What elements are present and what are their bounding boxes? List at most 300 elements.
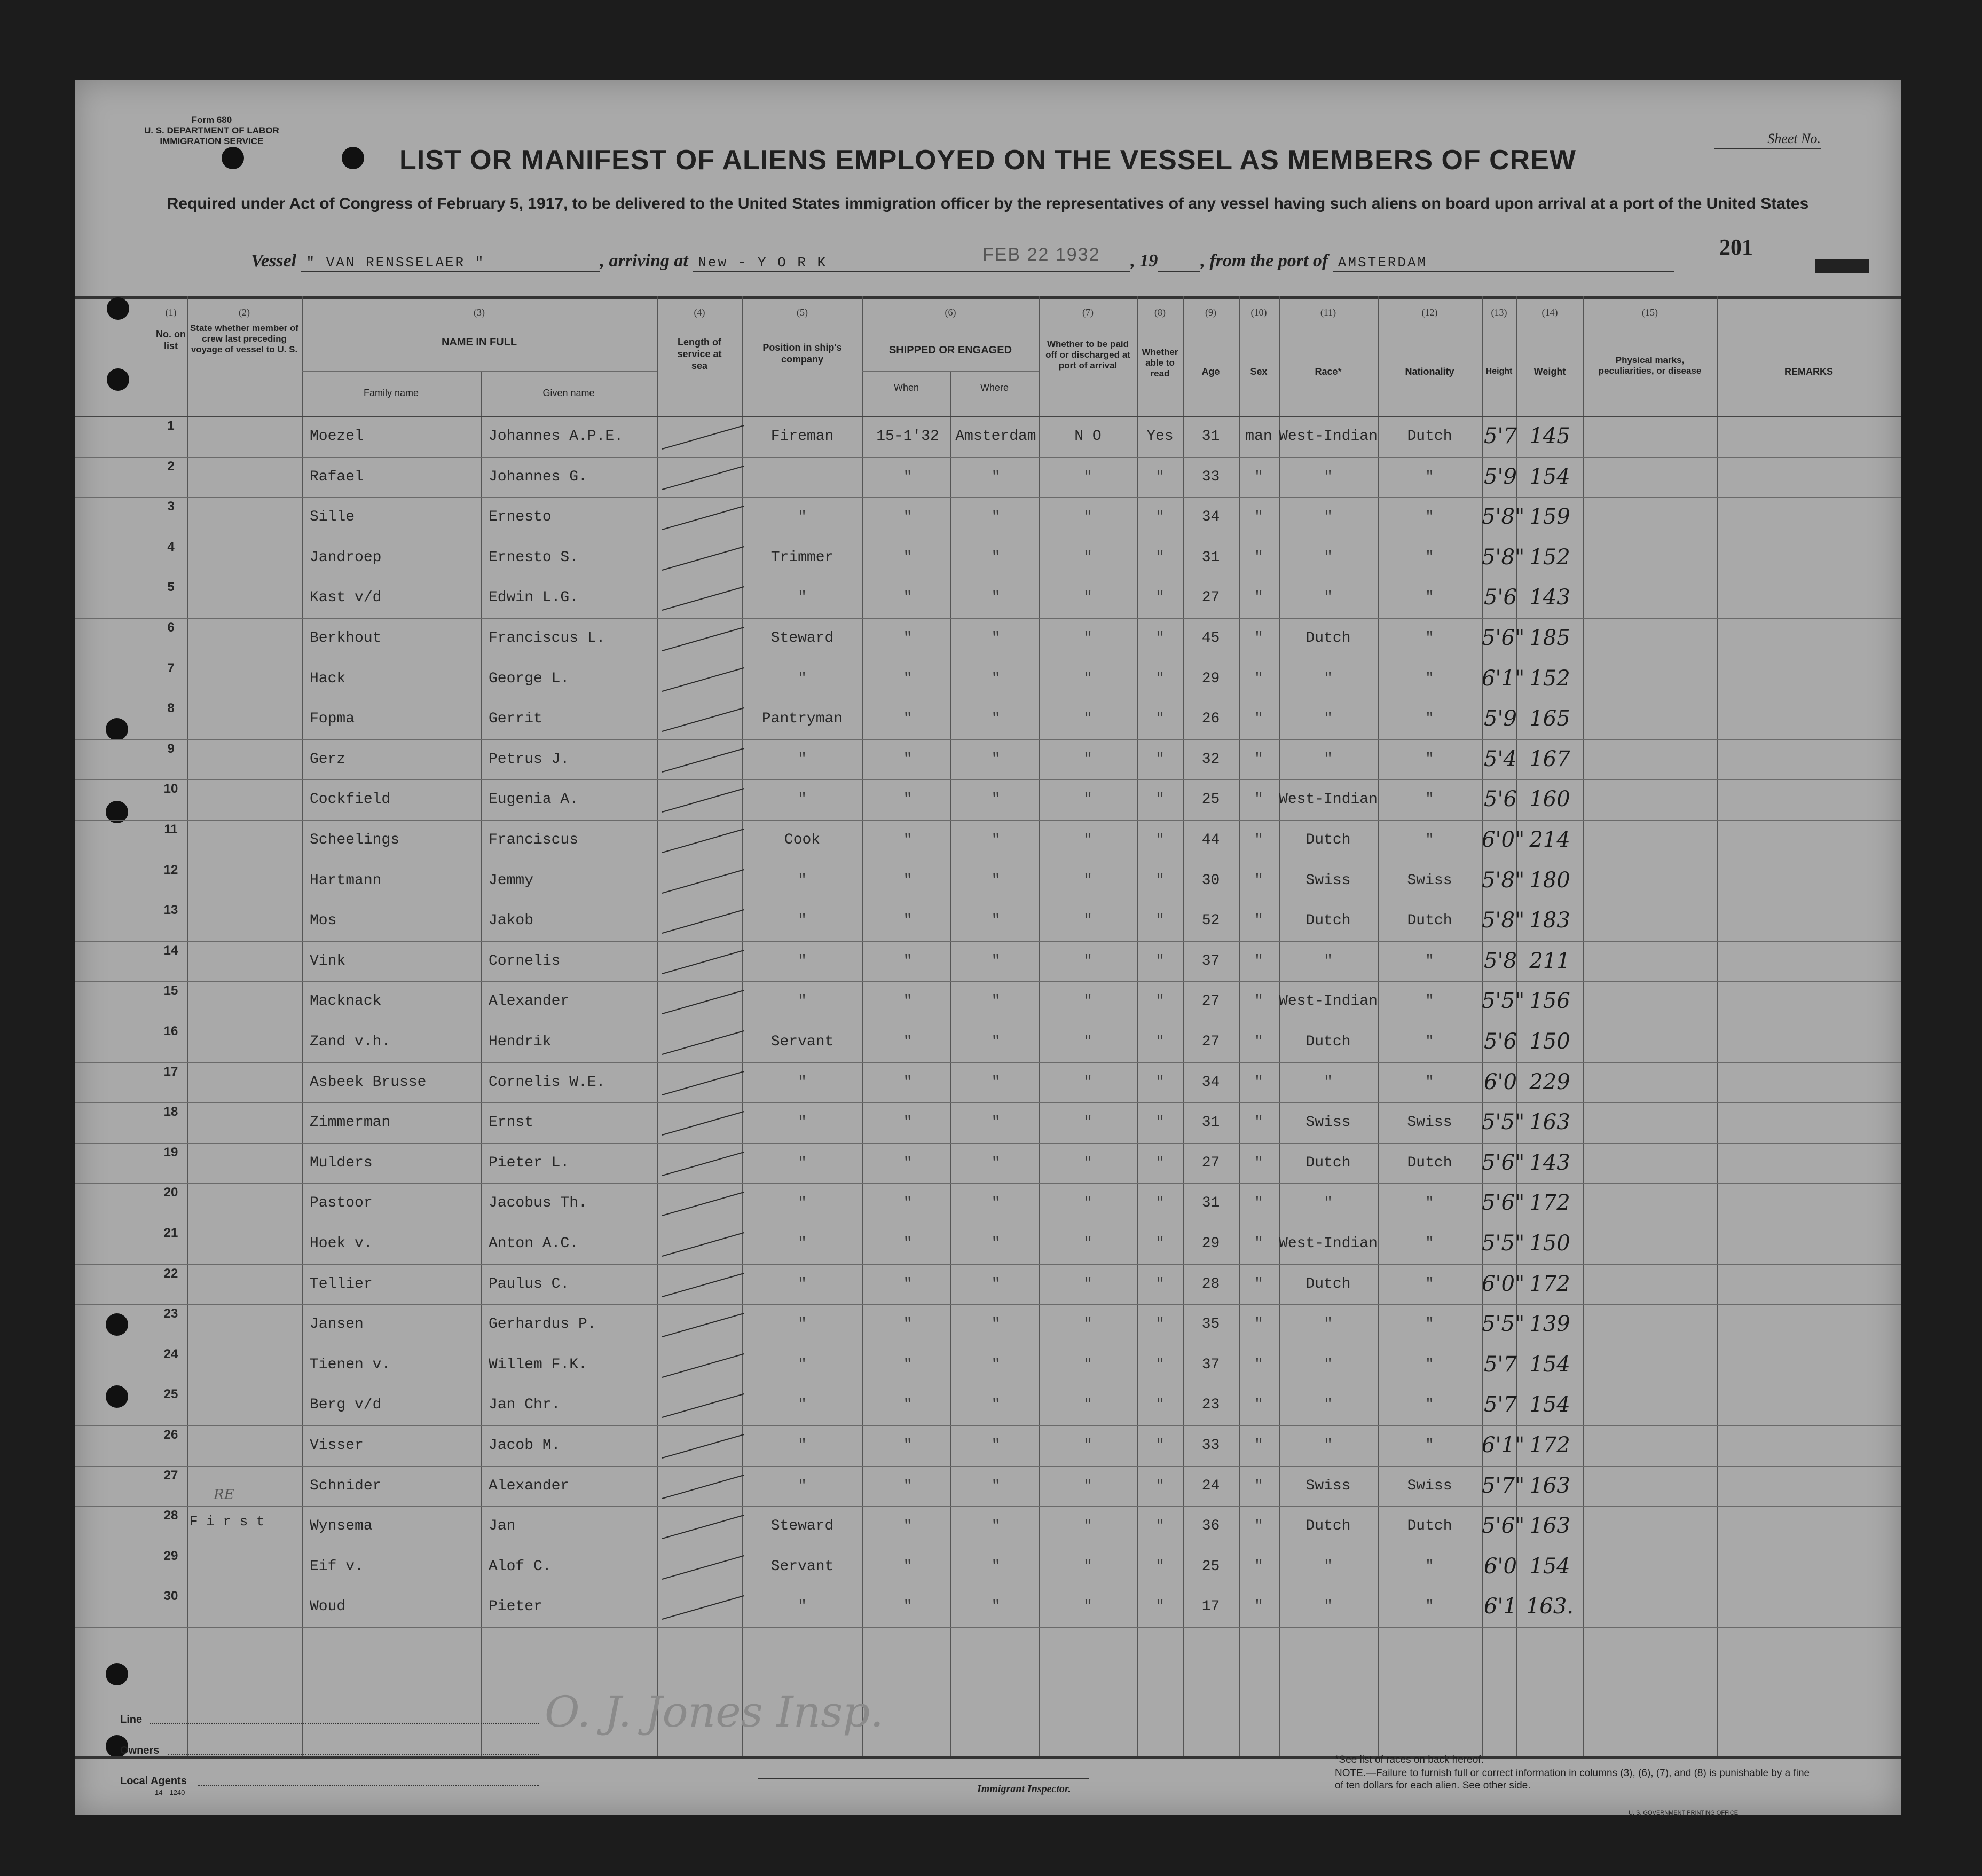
crew-no-cell: 4: [167, 539, 175, 554]
crew-family-cell: Tienen v.: [310, 1356, 391, 1373]
crew-position-cell: ": [798, 1397, 807, 1414]
crew-where-cell: ": [991, 872, 1001, 889]
crew-given-cell: Paulus C.: [489, 1275, 570, 1292]
crew-nationality-cell: ": [1425, 711, 1434, 728]
service-tick-mark: [662, 586, 744, 611]
service-tick-mark: [662, 1192, 744, 1216]
crew-where-cell: ": [991, 1558, 1001, 1575]
crew-weight-cell: 154: [1529, 1352, 1570, 1377]
crew-position-cell: ": [798, 1114, 807, 1131]
crew-family-cell: Kast v/d: [310, 589, 382, 606]
sheet-number: 201: [1719, 235, 1753, 260]
crew-where-cell: ": [991, 589, 1001, 606]
crew-age-cell: 45: [1201, 630, 1220, 647]
crew-no-cell: 3: [167, 499, 175, 514]
crew-read-cell: ": [1155, 872, 1165, 889]
crew-given-cell: Alexander: [489, 993, 570, 1010]
crew-family-cell: Zimmerman: [310, 1114, 391, 1131]
service-tick-mark: [662, 909, 744, 934]
crew-given-cell: Ernesto: [489, 509, 552, 526]
crew-given-cell: Eugenia A.: [489, 791, 579, 808]
crew-when-cell: ": [903, 1195, 913, 1212]
crew-race-cell: ": [1324, 1074, 1333, 1091]
service-tick-mark: [662, 1273, 744, 1297]
crew-paid-cell: ": [1083, 952, 1092, 969]
crew-age-cell: 25: [1201, 1558, 1220, 1575]
crew-nationality-cell: ": [1425, 1598, 1434, 1615]
crew-where-cell: ": [991, 832, 1001, 848]
crew-paid-cell: N O: [1074, 428, 1102, 445]
service-tick-mark: [662, 748, 744, 773]
crew-where-cell: ": [991, 509, 1001, 526]
col2-header: State whether member of crew last preceding voyage of vessel to U. S.: [190, 323, 299, 354]
crew-when-cell: ": [903, 468, 913, 485]
crew-family-cell: Cockfield: [310, 791, 391, 808]
crew-race-cell: ": [1324, 1437, 1333, 1454]
crew-position-cell: Servant: [770, 1034, 834, 1050]
agents-form-code: 14—1240: [155, 1788, 185, 1796]
crew-where-cell: ": [991, 1598, 1001, 1615]
crew-when-cell: ": [903, 670, 913, 687]
crew-given-cell: Gerrit: [489, 711, 542, 728]
crew-where-cell: ": [991, 1477, 1001, 1494]
crew-when-cell: ": [903, 952, 913, 969]
crew-given-cell: Johannes G.: [489, 468, 587, 485]
crew-height-cell: 5'6: [1484, 585, 1517, 610]
punch-hole: [106, 1663, 128, 1685]
service-tick-mark: [662, 990, 744, 1014]
nationality-header: Nationality: [1405, 366, 1454, 377]
service-tick-mark: [662, 1071, 744, 1095]
crew-weight-cell: 163: [1529, 1110, 1570, 1135]
crew-no-cell: 24: [163, 1346, 178, 1361]
crew-sex-cell: ": [1254, 1235, 1263, 1252]
crew-when-cell: ": [903, 912, 913, 929]
crew-given-cell: Franciscus L.: [489, 630, 605, 647]
crew-race-cell: ": [1324, 509, 1333, 526]
service-tick-mark: [662, 950, 744, 974]
crew-age-cell: 31: [1201, 549, 1220, 566]
crew-nationality-cell: ": [1425, 670, 1434, 687]
crew-when-cell: ": [903, 1518, 913, 1535]
crew-height-cell: 5'5": [1482, 1231, 1525, 1256]
col8-number: (8): [1154, 307, 1166, 318]
crew-family-cell: Macknack: [310, 993, 382, 1010]
crew-position-cell: Pantryman: [761, 711, 843, 728]
crew-age-cell: 33: [1201, 468, 1220, 485]
date-stamp: FEB 22 1932: [982, 245, 1100, 265]
crew-race-cell: Swiss: [1305, 872, 1351, 889]
crew-age-cell: 37: [1201, 1356, 1220, 1373]
voyage-line: [251, 251, 1674, 272]
crew-when-cell: ": [903, 1356, 913, 1373]
crew-when-cell: ": [903, 711, 913, 728]
crew-family-cell: Wynsema: [310, 1518, 373, 1535]
crew-where-cell: ": [991, 1154, 1001, 1171]
service-tick-mark: [662, 1152, 744, 1176]
crew-where-cell: ": [991, 791, 1001, 808]
crew-height-cell: 5'4: [1484, 746, 1517, 771]
weight-header: Weight: [1533, 366, 1566, 377]
crew-weight-cell: 167: [1529, 746, 1570, 771]
crew-paid-cell: ": [1083, 1074, 1092, 1091]
crew-sex-cell: ": [1254, 549, 1263, 566]
crew-sex-cell: ": [1254, 952, 1263, 969]
crew-height-cell: 5'9: [1484, 464, 1517, 489]
given-name-header: Given name: [542, 388, 595, 398]
service-tick-mark: [662, 1475, 744, 1499]
col1-number: (1): [165, 307, 177, 318]
col9-number: (9): [1205, 307, 1216, 318]
crew-position-cell: ": [798, 1477, 807, 1494]
crew-sex-cell: ": [1254, 832, 1263, 848]
service-tick-mark: [662, 546, 744, 571]
crew-weight-cell: 185: [1529, 626, 1570, 650]
crew-table: [75, 296, 1901, 1756]
crew-no-cell: 12: [163, 862, 178, 877]
crew-when-cell: ": [903, 1437, 913, 1454]
crew-age-cell: 34: [1201, 509, 1220, 526]
crew-given-cell: Jan: [489, 1518, 516, 1535]
crew-nationality-cell: ": [1425, 1356, 1434, 1373]
crew-sex-cell: ": [1254, 1316, 1263, 1333]
crew-family-cell: Jandroep: [310, 549, 382, 566]
crew-given-cell: Ernst: [489, 1114, 534, 1131]
name-in-full-header: NAME IN FULL: [441, 336, 517, 348]
race-header: Race*: [1315, 366, 1342, 377]
crew-weight-cell: 180: [1529, 868, 1570, 893]
crew-weight-cell: 214: [1529, 827, 1570, 852]
local-agents-label: Local Agents: [120, 1775, 187, 1787]
crew-sex-cell: ": [1254, 993, 1263, 1010]
crew-weight-cell: 143: [1529, 1150, 1570, 1175]
crew-where-cell: ": [991, 1275, 1001, 1292]
crew-race-cell: ": [1324, 1397, 1333, 1414]
crew-height-cell: 6'1": [1482, 1433, 1525, 1457]
crew-age-cell: 33: [1201, 1437, 1220, 1454]
punch-hole: [106, 1385, 128, 1408]
crew-no-cell: 10: [163, 782, 178, 797]
crew-height-cell: 5'9: [1484, 706, 1517, 731]
crew-family-cell: Hack: [310, 670, 346, 687]
inspector-label: Immigrant Inspector.: [977, 1783, 1071, 1795]
crew-where-cell: ": [991, 1074, 1001, 1091]
crew-weight-cell: 159: [1529, 505, 1570, 530]
crew-given-cell: Pieter: [489, 1598, 542, 1615]
crew-age-cell: 31: [1201, 1114, 1220, 1131]
crew-when-cell: ": [903, 1074, 913, 1091]
crew-age-cell: 17: [1201, 1598, 1220, 1615]
crew-where-cell: ": [991, 630, 1001, 647]
crew-position-cell: ": [798, 912, 807, 929]
crew-read-cell: ": [1155, 751, 1165, 768]
crew-no-cell: 13: [163, 903, 178, 918]
crew-given-cell: Jakob: [489, 912, 534, 929]
crew-paid-cell: ": [1083, 1154, 1092, 1171]
crew-no-cell: 26: [163, 1428, 178, 1442]
service-tick-mark: [662, 627, 744, 651]
crew-race-cell: Dutch: [1305, 630, 1351, 647]
crew-age-cell: 31: [1201, 1195, 1220, 1212]
sex-header: Sex: [1250, 366, 1268, 377]
length-of-service-header: Length of service at sea: [677, 337, 722, 371]
crew-read-cell: ": [1155, 1598, 1165, 1615]
service-tick-mark: [662, 869, 744, 894]
crew-weight-cell: 152: [1529, 545, 1570, 570]
crew-nationality-cell: ": [1425, 1235, 1434, 1252]
crew-race-cell: Dutch: [1305, 1275, 1351, 1292]
crew-height-cell: 5'7": [1482, 1473, 1525, 1498]
crew-race-cell: Dutch: [1305, 1518, 1351, 1535]
crew-when-cell: ": [903, 1598, 913, 1615]
crew-weight-cell: 163: [1529, 1514, 1570, 1539]
crew-read-cell: ": [1155, 670, 1165, 687]
col3-number: (3): [474, 307, 485, 318]
crew-sex-cell: ": [1254, 589, 1263, 606]
crew-sex-cell: ": [1254, 1154, 1263, 1171]
crew-position-cell: Cook: [784, 832, 821, 848]
service-tick-mark: [662, 1555, 744, 1580]
crew-where-cell: ": [991, 1518, 1001, 1535]
crew-sex-cell: ": [1254, 509, 1263, 526]
crew-height-cell: 5'5": [1482, 1110, 1525, 1135]
crew-paid-cell: ": [1083, 1518, 1092, 1535]
crew-paid-cell: ": [1083, 1356, 1092, 1373]
crew-family-cell: Woud: [310, 1598, 346, 1615]
crew-where-cell: ": [991, 1437, 1001, 1454]
sheet-no-label: Sheet No.: [1767, 131, 1821, 146]
crew-age-cell: 27: [1201, 1154, 1220, 1171]
page-title: LIST OR MANIFEST OF ALIENS EMPLOYED ON THE VESSEL AS MEMBERS OF CREW: [399, 145, 1576, 176]
crew-sex-cell: ": [1254, 1598, 1263, 1615]
crew-paid-cell: ": [1083, 1477, 1092, 1494]
crew-age-cell: 37: [1201, 952, 1220, 969]
crew-nationality-cell: ": [1425, 1316, 1434, 1333]
departure-port: AMSTERDAM: [1333, 255, 1674, 272]
crew-sex-cell: ": [1254, 872, 1263, 889]
crew-no-cell: 14: [163, 943, 178, 958]
crew-when-cell: ": [903, 1154, 913, 1171]
first-voyage-note: F i r s t: [190, 1514, 265, 1530]
crew-nationality-cell: ": [1425, 1437, 1434, 1454]
crew-nationality-cell: ": [1425, 589, 1434, 606]
crew-race-cell: ": [1324, 549, 1333, 566]
crew-given-cell: Franciscus: [489, 832, 579, 848]
crew-paid-cell: ": [1083, 912, 1092, 929]
crew-nationality-cell: ": [1425, 630, 1434, 647]
crew-height-cell: 5'6": [1482, 626, 1525, 650]
crew-race-cell: West-Indian: [1279, 791, 1378, 808]
service-tick-mark: [662, 466, 744, 490]
crew-sex-cell: ": [1254, 1195, 1263, 1212]
crew-read-cell: ": [1155, 832, 1165, 848]
crew-when-cell: ": [903, 549, 913, 566]
col15-number: (15): [1642, 307, 1658, 318]
crew-when-cell: ": [903, 509, 913, 526]
crew-sex-cell: ": [1254, 1356, 1263, 1373]
crew-position-cell: ": [798, 1275, 807, 1292]
crew-paid-cell: ": [1083, 468, 1092, 485]
arriving-label: , arriving at: [600, 251, 688, 271]
crew-read-cell: ": [1155, 589, 1165, 606]
crew-when-cell: ": [903, 1316, 913, 1333]
page-subtitle: Required under Act of Congress of February 5, 1917, to be delivered to the United States immigration officer by the representatives of any vessel having such aliens on board upon arrival at a port of the United States: [167, 195, 1809, 212]
service-tick-mark: [662, 506, 744, 530]
crew-weight-cell: 229: [1529, 1069, 1570, 1094]
crew-race-cell: ": [1324, 751, 1333, 768]
crew-read-cell: ": [1155, 1114, 1165, 1131]
crew-paid-cell: ": [1083, 993, 1092, 1010]
crew-height-cell: 6'1: [1484, 1594, 1517, 1619]
crew-family-cell: Jansen: [310, 1316, 364, 1333]
crew-position-cell: ": [798, 791, 807, 808]
crew-race-cell: Dutch: [1305, 912, 1351, 929]
service-name: IMMIGRATION SERVICE: [160, 136, 264, 146]
crew-paid-cell: ": [1083, 549, 1092, 566]
crew-nationality-cell: Swiss: [1407, 1114, 1452, 1131]
crew-paid-cell: ": [1083, 630, 1092, 647]
crew-position-cell: ": [798, 1074, 807, 1091]
crew-paid-cell: ": [1083, 1397, 1092, 1414]
crew-no-cell: 1: [167, 419, 175, 433]
crew-race-cell: Dutch: [1305, 1154, 1351, 1171]
crew-paid-cell: ": [1083, 832, 1092, 848]
crew-read-cell: ": [1155, 1154, 1165, 1171]
crew-age-cell: 30: [1201, 872, 1220, 889]
crew-weight-cell: 183: [1529, 908, 1570, 933]
crew-position-cell: ": [798, 589, 807, 606]
crew-when-cell: ": [903, 1477, 913, 1494]
crew-family-cell: Berkhout: [310, 630, 382, 647]
crew-family-cell: Gerz: [310, 751, 346, 768]
crew-paid-cell: ": [1083, 589, 1092, 606]
crew-race-cell: Swiss: [1305, 1114, 1351, 1131]
crew-given-cell: Johannes A.P.E.: [489, 428, 624, 445]
crew-when-cell: ": [903, 791, 913, 808]
crew-nationality-cell: Dutch: [1407, 1518, 1452, 1535]
service-tick-mark: [662, 1030, 744, 1055]
crew-position-cell: ": [798, 952, 807, 969]
crew-position-cell: ": [798, 751, 807, 768]
crew-given-cell: Gerhardus P.: [489, 1316, 596, 1333]
crew-height-cell: 5'6: [1484, 787, 1517, 812]
crew-read-cell: ": [1155, 711, 1165, 728]
crew-race-cell: West-Indian: [1279, 428, 1378, 445]
crew-sex-cell: ": [1254, 1477, 1263, 1494]
crew-race-cell: ": [1324, 670, 1333, 687]
crew-height-cell: 5'6: [1484, 1029, 1517, 1054]
crew-nationality-cell: ": [1425, 1275, 1434, 1292]
crew-read-cell: ": [1155, 952, 1165, 969]
physical-marks-header: Physical marks, peculiarities, or disease: [1598, 355, 1702, 376]
crew-race-cell: ": [1324, 711, 1333, 728]
crew-position-cell: ": [798, 1154, 807, 1171]
where-header: Where: [980, 382, 1009, 393]
crew-position-cell: ": [798, 670, 807, 687]
arrival-port: New - Y O R K: [693, 255, 927, 272]
form-identifier: [144, 115, 279, 147]
crew-position-cell: ": [798, 509, 807, 526]
crew-height-cell: 5'6": [1482, 1514, 1525, 1539]
crew-where-cell: ": [991, 1034, 1001, 1050]
crew-when-cell: ": [903, 1114, 913, 1131]
crew-no-cell: 17: [163, 1064, 178, 1079]
crew-nationality-cell: ": [1425, 832, 1434, 848]
crew-where-cell: ": [991, 1397, 1001, 1414]
vessel-name: " VAN RENSSELAER ": [301, 255, 600, 272]
service-tick-mark: [662, 1515, 744, 1539]
form-number: Form 680: [191, 115, 232, 125]
crew-nationality-cell: Dutch: [1407, 1154, 1452, 1171]
crew-no-cell: 9: [167, 741, 175, 756]
crew-height-cell: 6'0: [1484, 1554, 1517, 1579]
crew-no-cell: 27: [163, 1468, 178, 1483]
col13-number: (13): [1491, 307, 1507, 318]
col11-number: (11): [1320, 307, 1336, 318]
crew-read-cell: ": [1155, 1518, 1165, 1535]
crew-position-cell: Servant: [770, 1558, 834, 1575]
crew-nationality-cell: ": [1425, 1195, 1434, 1212]
crew-weight-cell: 154: [1529, 1554, 1570, 1579]
crew-family-cell: Mos: [310, 912, 337, 929]
crew-read-cell: ": [1155, 1316, 1165, 1333]
crew-race-cell: Dutch: [1305, 832, 1351, 848]
crew-given-cell: Ernesto S.: [489, 549, 579, 566]
crew-no-cell: 21: [163, 1226, 178, 1240]
crew-when-cell: ": [903, 993, 913, 1010]
crew-where-cell: ": [991, 1114, 1001, 1131]
crew-paid-cell: ": [1083, 751, 1092, 768]
vessel-label: Vessel: [251, 251, 296, 271]
crew-read-cell: ": [1155, 791, 1165, 808]
service-tick-mark: [662, 1313, 744, 1337]
crew-position-cell: ": [798, 1316, 807, 1333]
crew-sex-cell: ": [1254, 751, 1263, 768]
service-tick-mark: [662, 667, 744, 692]
crew-given-cell: Pieter L.: [489, 1154, 570, 1171]
crew-family-cell: Zand v.h.: [310, 1034, 391, 1050]
col7-number: (7): [1082, 307, 1094, 318]
crew-read-cell: ": [1155, 912, 1165, 929]
service-tick-mark: [662, 425, 744, 450]
crew-paid-cell: ": [1083, 1114, 1092, 1131]
crew-family-cell: Scheelings: [310, 832, 400, 848]
crew-given-cell: George L.: [489, 670, 570, 687]
crew-where-cell: ": [991, 1235, 1001, 1252]
crew-weight-cell: 154: [1529, 464, 1570, 489]
crew-sex-cell: ": [1254, 630, 1263, 647]
crew-weight-cell: 163: [1529, 1473, 1570, 1498]
service-tick-mark: [662, 1232, 744, 1257]
crew-when-cell: ": [903, 630, 913, 647]
crew-family-cell: Vink: [310, 952, 346, 969]
crew-paid-cell: ": [1083, 670, 1092, 687]
crew-where-cell: ": [991, 711, 1001, 728]
crew-where-cell: ": [991, 1316, 1001, 1333]
crew-sex-cell: ": [1254, 791, 1263, 808]
crew-where-cell: ": [991, 993, 1001, 1010]
crew-position-cell: ": [798, 872, 807, 889]
crew-race-cell: West-Indian: [1279, 1235, 1378, 1252]
crew-race-cell: ": [1324, 468, 1333, 485]
crew-where-cell: ": [991, 670, 1001, 687]
crew-race-cell: Swiss: [1305, 1477, 1351, 1494]
crew-given-cell: Petrus J.: [489, 751, 570, 768]
crew-given-cell: Cornelis W.E.: [489, 1074, 605, 1091]
crew-weight-cell: 150: [1529, 1231, 1570, 1256]
crew-nationality-cell: ": [1425, 952, 1434, 969]
owners-label: Owners: [120, 1745, 160, 1756]
